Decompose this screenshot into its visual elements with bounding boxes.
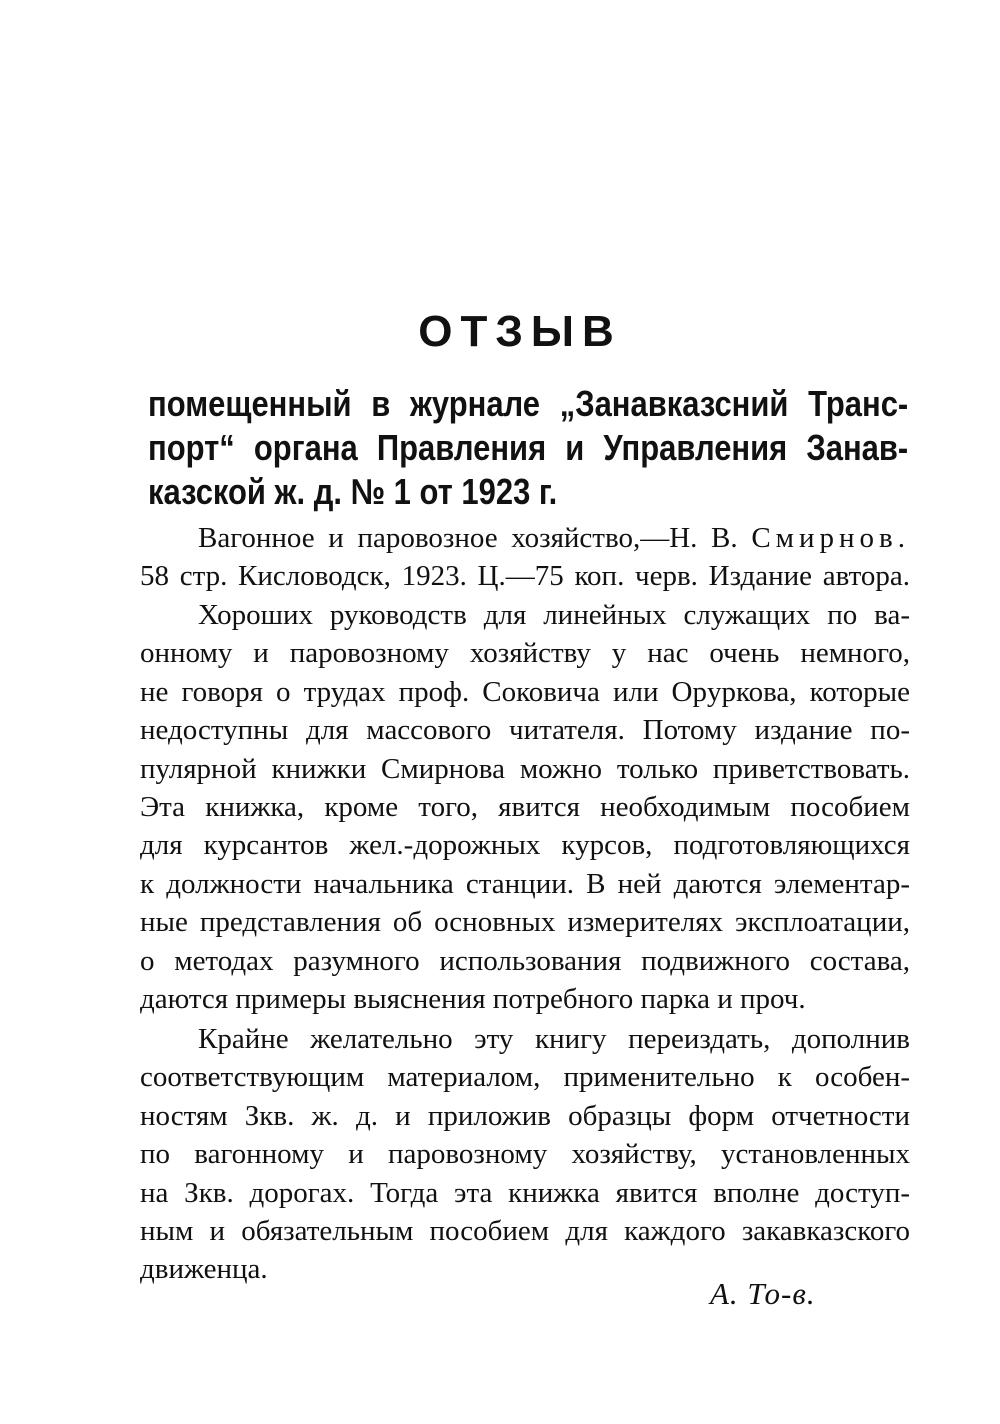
paragraph-line: недоступны для массового читателя. Потому издание по-: [140, 714, 910, 747]
paragraph-line: Хороших руководств для линейных служащих по ва-: [198, 599, 910, 631]
subtitle-line: порт“ органа Правления и Управления Занав-: [148, 427, 909, 468]
citation-author: Смирнов.: [751, 522, 910, 554]
review-paragraph-1: [140, 596, 910, 1018]
paragraph-line: ностям Зкв. ж. д. и приложив образцы форм отчетности: [140, 1099, 910, 1132]
paragraph-line: ным и обязательным пособием для каждого закавказского: [140, 1215, 910, 1248]
paragraph-line: движенца.: [140, 1253, 268, 1286]
document-subtitle: [148, 382, 908, 514]
document-title: ОТЗЫВ: [418, 307, 622, 356]
paragraph-line: соответствующим материалом, применительно к особен-: [140, 1061, 910, 1094]
citation-text: Вагонное и паровозное хозяйство,—Н. В.: [198, 522, 738, 554]
paragraph-line: пулярной книжки Смирнова можно только приветствовать.: [140, 752, 910, 785]
paragraph-line: не говоря о трудах проф. Соковича или Орyркова, которые: [140, 675, 910, 708]
paragraph-line: на Зкв. дорогах. Тогда эта книжка явится вполне доступ-: [140, 1176, 910, 1209]
review-paragraph-2: [140, 1020, 910, 1289]
paragraph-line: ные представления об основных измерителях эксплоатации,: [140, 906, 910, 939]
citation-line: 58 стр. Кисловодск, 1923. Ц.—75 коп. черв. Издание автора.: [140, 560, 910, 593]
citation-line: [140, 519, 910, 557]
paragraph-line: даются примеры выяснения потребного парка и проч.: [140, 983, 806, 1016]
book-citation: [140, 519, 910, 596]
paragraph-line: для курсантов жел.-дорожных курсов, подготовляющихся: [140, 829, 910, 862]
subtitle-line: казской ж. д. № 1 от 1923 г.: [148, 471, 558, 512]
paragraph-line: о методах разумного использования подвижного состава,: [140, 944, 910, 977]
subtitle-line: помещенный в журнале „Занавказсний Транс-: [148, 383, 909, 424]
paragraph-line: по вагонному и паровозному хозяйству, установленных: [140, 1138, 910, 1171]
paragraph-line: онному и паровозному хозяйству у нас очень немного,: [140, 637, 910, 670]
paragraph-line: Крайне желательно эту книгу переиздать, дополнив: [198, 1023, 910, 1055]
paragraph-line: Эта книжка, кроме того, явится необходимым пособием: [140, 791, 910, 824]
review-signature: А. То-в.: [710, 1276, 816, 1311]
paragraph-line: к должности начальника станции. В ней даются элементар-: [140, 867, 910, 900]
